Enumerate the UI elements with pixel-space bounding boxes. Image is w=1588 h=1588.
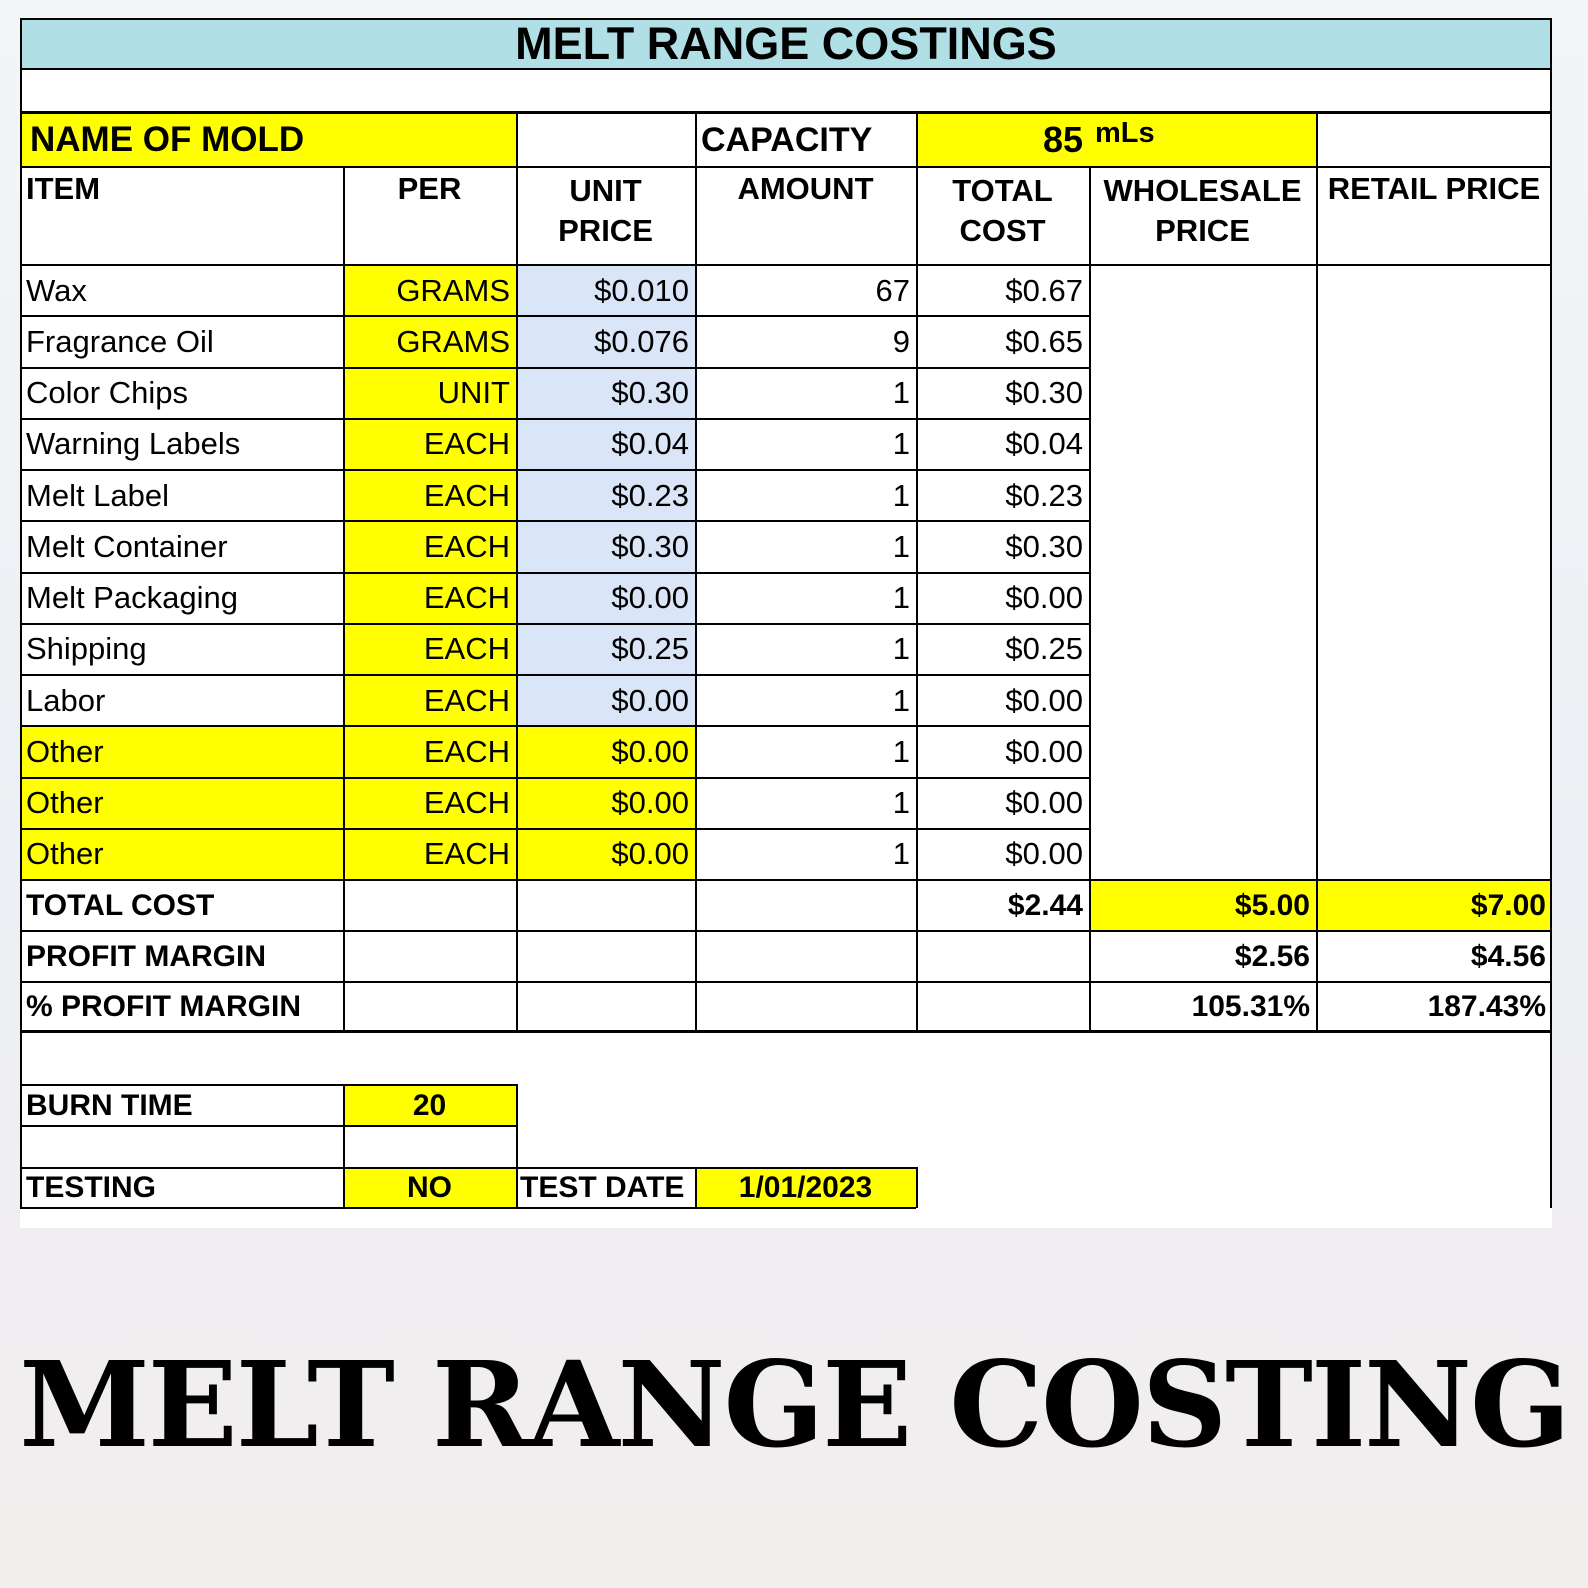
header-per: PER xyxy=(397,171,462,206)
cell-item: Melt Container xyxy=(26,528,228,564)
cell-item: Fragrance Oil xyxy=(26,323,214,359)
cell-unit-price[interactable]: $0.00 xyxy=(516,573,695,624)
header-unit-price-line1: UNIT xyxy=(569,173,642,208)
row-divider xyxy=(20,367,1089,369)
row-divider xyxy=(20,623,1089,625)
cell-per[interactable]: EACH xyxy=(343,829,516,880)
header-amount: AMOUNT xyxy=(737,171,874,206)
cell-unit-price[interactable]: $0.23 xyxy=(516,470,695,521)
header-item: ITEM xyxy=(26,171,101,206)
cell-item: Melt Label xyxy=(26,477,170,513)
header-total-cost-line1: TOTAL xyxy=(952,173,1053,208)
cell-item: Shipping xyxy=(26,631,147,667)
mold-name-label[interactable]: NAME OF MOLD xyxy=(20,113,516,167)
cell-unit-price[interactable]: $0.00 xyxy=(516,675,695,726)
retail-price-value[interactable]: $7.00 xyxy=(1316,880,1552,931)
capacity-label: CAPACITY xyxy=(701,120,873,159)
row-divider xyxy=(20,572,1089,574)
row-divider xyxy=(20,469,1089,471)
cell-per[interactable]: EACH xyxy=(343,573,516,624)
cell-total: $0.04 xyxy=(1005,426,1083,462)
cell-per[interactable]: EACH xyxy=(343,419,516,470)
header-total-cost xyxy=(916,167,1089,265)
capacity-value[interactable]: 85 xyxy=(916,113,1089,167)
cell-item: Other xyxy=(20,726,343,777)
cell-per[interactable]: EACH xyxy=(343,624,516,675)
burn-time-value[interactable]: 20 xyxy=(343,1085,516,1126)
header-total-cost-line2: COST xyxy=(959,213,1046,248)
row-divider xyxy=(20,828,1089,830)
header-wholesale-line1: WHOLESALE xyxy=(1103,173,1302,208)
cell-per[interactable]: EACH xyxy=(343,470,516,521)
cell-total: $0.30 xyxy=(1005,375,1083,411)
cell-per[interactable]: EACH xyxy=(343,521,516,572)
cell-unit-price[interactable]: $0.04 xyxy=(516,419,695,470)
cell-per[interactable]: EACH xyxy=(343,778,516,829)
cell-per[interactable]: GRAMS xyxy=(343,316,516,367)
row-divider xyxy=(20,520,1089,522)
cell-total: $0.67 xyxy=(1005,272,1083,308)
cell-item: Other xyxy=(20,778,343,829)
test-date-value[interactable]: 1/01/2023 xyxy=(695,1168,916,1208)
header-retail-price: RETAIL PRICE xyxy=(1327,171,1541,206)
cell-amount[interactable]: 67 xyxy=(875,272,910,308)
header-unit-price-line2: PRICE xyxy=(558,213,653,248)
burn-time-label: BURN TIME xyxy=(26,1088,193,1122)
total-cost-label: TOTAL COST xyxy=(26,888,215,922)
spreadsheet xyxy=(20,18,1552,1228)
header-wholesale-line2: PRICE xyxy=(1155,213,1250,248)
cell-per[interactable]: UNIT xyxy=(343,368,516,419)
cell-unit-price[interactable]: $0.30 xyxy=(516,521,695,572)
total-cost-value: $2.44 xyxy=(1007,888,1083,922)
wholesale-pct-margin: 105.31% xyxy=(1191,989,1310,1023)
cell-total: $0.00 xyxy=(1005,733,1083,769)
cell-amount[interactable]: 1 xyxy=(892,785,910,821)
cell-unit-price[interactable]: $0.00 xyxy=(516,778,695,829)
cell-total: $0.00 xyxy=(1005,836,1083,872)
cell-total: $0.25 xyxy=(1005,631,1083,667)
cell-total: $0.65 xyxy=(1005,323,1083,359)
cell-amount[interactable]: 9 xyxy=(892,323,910,359)
cell-per[interactable]: EACH xyxy=(343,726,516,777)
sheet-title: MELT RANGE COSTINGS xyxy=(20,18,1552,70)
cell-total: $0.00 xyxy=(1005,580,1083,616)
profit-margin-label: PROFIT MARGIN xyxy=(26,939,266,973)
cell-amount[interactable]: 1 xyxy=(892,733,910,769)
cell-per[interactable]: EACH xyxy=(343,675,516,726)
cell-item: Warning Labels xyxy=(26,426,241,462)
cell-amount[interactable]: 1 xyxy=(892,426,910,462)
test-date-label: TEST DATE xyxy=(520,1171,685,1204)
cell-item: Color Chips xyxy=(26,375,188,411)
cell-item: Labor xyxy=(26,682,106,718)
cell-total: $0.23 xyxy=(1005,477,1083,513)
capacity-unit: mLs xyxy=(1089,113,1316,167)
row-divider xyxy=(20,777,1089,779)
cell-amount[interactable]: 1 xyxy=(892,375,910,411)
cell-item: Melt Packaging xyxy=(26,580,238,616)
cell-amount[interactable]: 1 xyxy=(892,528,910,564)
testing-value[interactable]: NO xyxy=(343,1168,516,1208)
pct-profit-margin-label: % PROFIT MARGIN xyxy=(26,989,301,1023)
row-divider xyxy=(20,418,1089,420)
retail-profit-margin: $4.56 xyxy=(1470,939,1546,973)
cell-per[interactable]: GRAMS xyxy=(343,265,516,316)
cell-unit-price[interactable]: $0.25 xyxy=(516,624,695,675)
cell-total: $0.00 xyxy=(1005,682,1083,718)
row-divider xyxy=(20,315,1089,317)
cell-amount[interactable]: 1 xyxy=(892,682,910,718)
cell-amount[interactable]: 1 xyxy=(892,580,910,616)
caption-title: MELT RANGE COSTING xyxy=(19,1335,1569,1474)
cell-amount[interactable]: 1 xyxy=(892,631,910,667)
cell-unit-price[interactable]: $0.00 xyxy=(516,726,695,777)
cell-unit-price[interactable]: $0.30 xyxy=(516,368,695,419)
row-divider xyxy=(20,725,1089,727)
cell-item: Wax xyxy=(26,272,87,308)
cell-amount[interactable]: 1 xyxy=(892,836,910,872)
header-wholesale-price xyxy=(1089,167,1316,265)
row-divider xyxy=(20,674,1089,676)
header-unit-price xyxy=(516,167,695,265)
testing-label: TESTING xyxy=(26,1171,157,1204)
cell-unit-price[interactable]: $0.076 xyxy=(516,316,695,367)
cell-unit-price[interactable]: $0.00 xyxy=(516,829,695,880)
wholesale-price-value[interactable]: $5.00 xyxy=(1089,880,1316,931)
cell-total: $0.00 xyxy=(1005,785,1083,821)
wholesale-profit-margin: $2.56 xyxy=(1234,939,1310,973)
cell-total: $0.30 xyxy=(1005,528,1083,564)
cell-item: Other xyxy=(20,829,343,880)
cell-amount[interactable]: 1 xyxy=(892,477,910,513)
retail-pct-margin: 187.43% xyxy=(1427,989,1546,1023)
cell-unit-price[interactable]: $0.010 xyxy=(516,265,695,316)
